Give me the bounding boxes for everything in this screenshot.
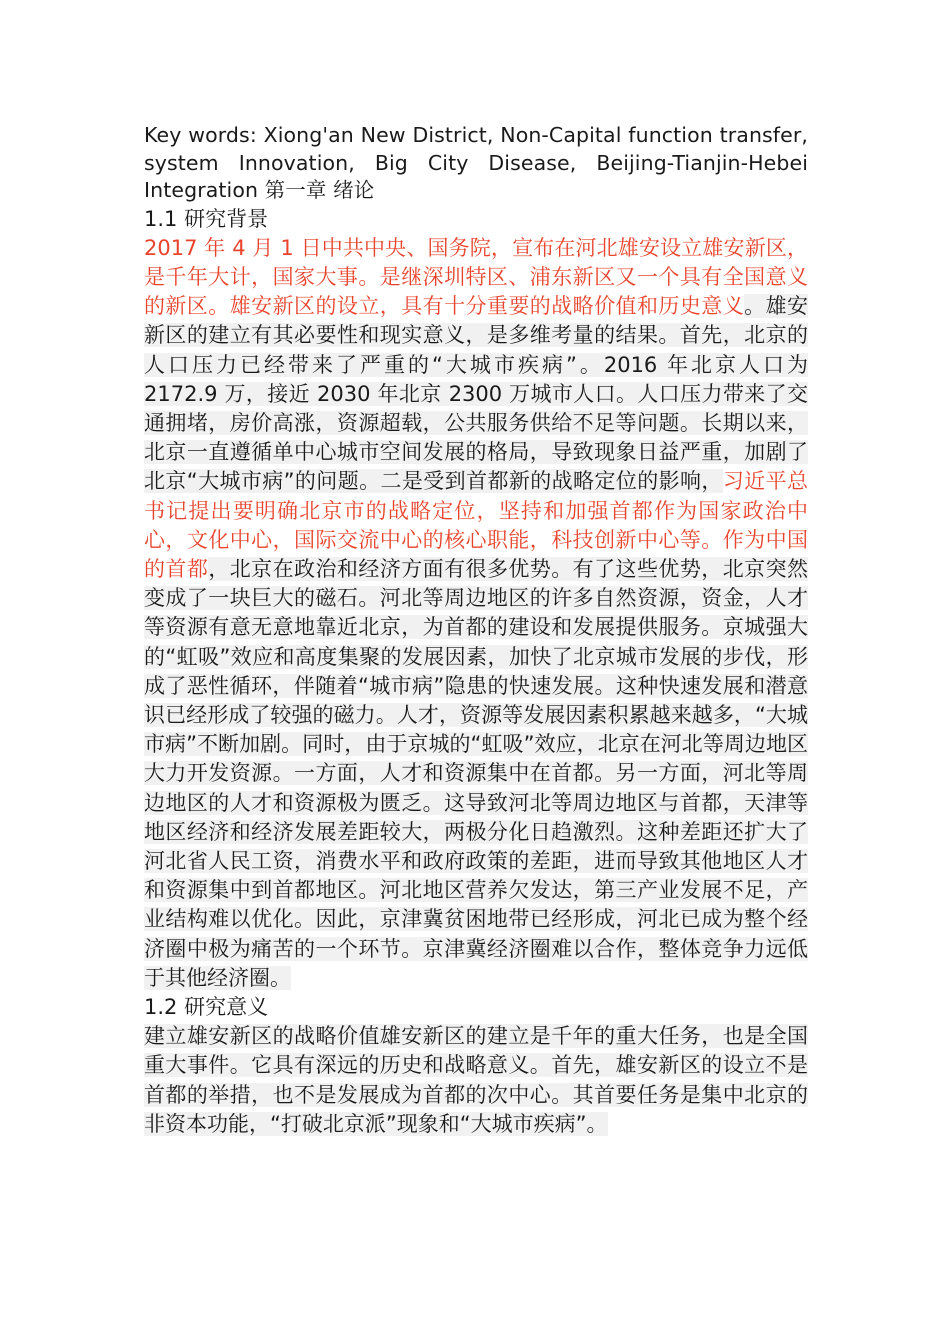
body-text: ，北京在政治和经济方面有很多优势。有了这些优势，北京突然变成了一块巨大的磁石。河北等周边地区的许多自然资源，资金，人才等资源有意无意地靠近北京，为首都的建设和发展提供服务。京城强大的“虹吸”效应和高度集聚的发展因素，加快了北京城市发展的步伐，形成了恶性循环，伴随着“城市病”隐患的快速发展。这种快速发展和潜意识已经形成了较强的磁力。人才，资源等发展因素积累越来越多，“大城市病”不断加剧。同时，由于京城的“虹吸”效应，北京在河北等周边地区大力开发资源。一方面，人才和资源集中在首都。另一方面，河北等周边地区的人才和资源极为匮乏。这导致河北等周边地区与首都，天津等地区经济和经济发展差距较大，两极分化日趋激烈。这种差距还扩大了河北省人民工资，消费水平和政府政策的差距，进而导致其他地区人才和资源集中到首都地区。河北地区营养欠发达，第三产业发展不足，产业结构难以优化。因此，京津冀贫困地带已经形成，河北已成为整个经济圈中极为痛苦的一个环节。京津冀经济圈难以合作，整体竞争力远低于其他经济圈。 (144, 556, 809, 990)
section-heading-1-2: 1.2 研究意义 (144, 994, 269, 1019)
highlighted-red-text: 2017 年 4 月 1 日中共中央、国务院，宣布在河北雄安设立雄安新区，是千年大计，国家大事。是继深圳特区、浦东新区又一个具有全国意义的新区。雄安新区的设立，具有十分重要的战略价值和历史意义 (144, 235, 808, 319)
document-body (144, 122, 808, 1139)
section-heading-1-1: 1.1 研究背景 (144, 206, 269, 231)
highlighted-red-text: 习近平总书记提出要明确北京市的战略定位，坚持和加强首都作为国家政治中心，文化中心，国际交流中心的核心职能，科技创新中心等。作为中国的首都 (144, 469, 808, 581)
body-text: 建立雄安新区的战略价值雄安新区的建立是千年的重大任务，也是全国重大事件。它具有深远的历史和战略意义。首先，雄安新区的设立不是首都的举措，也不是发展成为首都的次中心。其首要任务是集中北京的非资本功能，“打破北京派”现象和“大城市疾病”。 (144, 1024, 808, 1136)
background-paragraph (144, 234, 808, 993)
keywords-paragraph: Key words: Xiong'an New District, Non-Capital function transfer, system Innovation, Big City Disease, Beijing-Tianjin-Hebei Integration 第一章 绪论 (144, 123, 808, 202)
significance-paragraph (144, 1022, 808, 1139)
body-text: 。雄安新区的建立有其必要性和现实意义，是多维考量的结果。首先，北京的人口压力已经带来了严重的“大城市疾病”。2016 年北京人口为 2172.9 万，接近 2030 年北京 2300 万城市人口。人口压力带来了交通拥堵，房价高涨，资源超载，公共服务供给不足等问题。长期以来，北京一直遵循单中心城市空间发展的格局，导致现象日益严重，加剧了北京“大城市病”的问题。二是受到首都新的战略定位的影响， (144, 294, 809, 494)
